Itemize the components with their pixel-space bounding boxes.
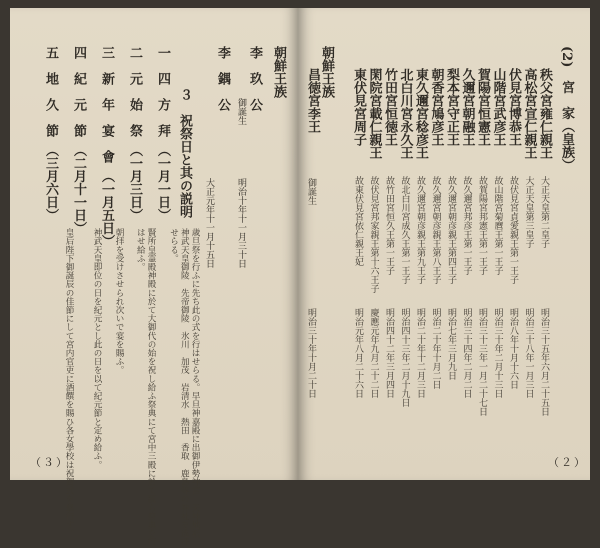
member-birth-date: 明治七年三月九日 <box>446 308 456 380</box>
member-relation: 大正天皇第三皇子 <box>523 176 534 248</box>
member-relation: 故竹田宮恒久王第一王子 <box>384 176 394 275</box>
member-relation: 故賀陽宮邦憲王第一王子 <box>477 176 487 275</box>
member-relation: 故東伏見宮依仁親王妃 <box>353 176 363 266</box>
member-name: 賀陽宮恒憲王 <box>475 68 490 146</box>
member-birth-date: 慶應元年九月二十二日 <box>368 308 379 398</box>
left-royal-role-1: 御誕生 <box>236 98 246 125</box>
korean-royal-member-role: 御誕生 <box>306 178 316 205</box>
korean-royal-member-date: 明治三十年十月二十日 <box>306 308 316 398</box>
member-birth-date: 明治三十年二月十三日 <box>492 308 503 398</box>
holiday-label-3: 三 新 年 宴 會 （一月五日） <box>99 46 114 248</box>
holiday-label-1: 一 四 方 拜 （一月一日） <box>155 46 170 222</box>
holiday-desc-4: 神武天皇即位の日を紀元とし此の日を以て紀元節と定め給ふ。 <box>92 228 102 469</box>
holiday-label-2: 二 元 始 祭 （一月三日） <box>127 46 142 222</box>
member-name: 北白川宮永久王 <box>397 68 413 159</box>
left-page-number: （３） <box>30 456 69 469</box>
right-section-heading: (2) 宮 家（皇族） <box>559 46 574 172</box>
holidays-section-heading: ３ 祝祭日と其の説明 <box>177 88 192 218</box>
korean-royal-heading: 朝鮮王族 <box>319 46 334 98</box>
right-page-number: （２） <box>548 456 587 469</box>
member-name: 久邇宮朝融王 <box>459 68 475 146</box>
member-birth-date: 明治四十三年二月十九日 <box>399 308 410 407</box>
left-royal-date-2: 大正元年十一月十五日 <box>204 178 214 268</box>
left-royal-name-1: 李 玖 公 <box>247 46 262 111</box>
member-name: 東伏見宮周子 <box>351 68 366 146</box>
member-relation: 故山階宮菊麿王第一王子 <box>492 176 503 275</box>
holiday-label-4: 四 紀 元 節 （二月十一日） <box>71 46 86 235</box>
member-relation: 故久邇宮邦彦王第一王子 <box>461 176 472 275</box>
member-name: 高松宮宣仁親王 <box>521 68 537 159</box>
member-relation: 大正天皇第二皇子 <box>539 176 549 248</box>
left-page <box>10 8 298 547</box>
member-birth-date: 明治四十二年三月四日 <box>384 308 394 398</box>
member-relation: 故伏見宮邦家親王第十六王子 <box>368 176 379 293</box>
member-relation: 故久邇宮朝彦親王第九王子 <box>415 176 425 284</box>
member-name: 山階宮武彦王 <box>490 68 506 146</box>
left-royal-date-1: 明治十年十一月三十日 <box>236 178 246 268</box>
member-relation: 故北白川宮成久王第一王子 <box>399 176 410 284</box>
member-birth-date: 明治三十三年一月二十七日 <box>477 308 487 416</box>
right-page <box>298 8 590 480</box>
member-birth-date: 明治二十年十月二日 <box>430 308 441 389</box>
member-birth-date: 明治元年八月二十六日 <box>353 308 363 398</box>
member-relation: 故久邇宮朝彦親王第四王子 <box>446 176 456 284</box>
member-name: 東久邇宮稔彦王 <box>413 68 428 159</box>
holiday-desc-3: 朝拝を受けさせられ次いで宴を賜ふ。 <box>114 228 124 375</box>
member-name: 秩父宮雍仁親王 <box>537 68 552 159</box>
left-royal-heading: 朝鮮王族 <box>271 46 286 98</box>
member-relation: 故伏見宮貞愛親王第一王子 <box>508 176 518 284</box>
member-birth-date: 明治三十五年六月二十五日 <box>539 308 549 416</box>
holiday-desc-5: 皇后陛下御誕辰の佳節にして宮内官吏に酒饌を賜ひ各女學校は祝賀式を擧行す。 <box>64 228 74 538</box>
member-birth-date: 明治二十年十二月三日 <box>415 308 425 398</box>
member-name: 朝香宮鳩彦王 <box>428 68 444 146</box>
member-birth-date: 明治三十八年一月三日 <box>523 308 534 398</box>
member-name: 梨本宮守正王 <box>444 68 459 146</box>
holiday-desc-2: 賢所皇霊殿神殿に於て大御代の始を祝し給ふ祭典にて宮中三殿に於て親ら祭典を行はせ給ふ。 <box>135 228 156 547</box>
holiday-desc-1: 歳旦祭を行ふに先ち此の式を行はせらる。早旦神嘉殿に出御伊勢神宮 天神地祇 神武天皇御陵 先帝御陵 氷川 加茂 岩清水 熱田 香取 鹿島等の神社を遙拝せらる。 <box>168 228 200 547</box>
member-birth-date: 明治八年十月十六日 <box>508 308 518 389</box>
member-name: 伏見宮博恭王 <box>506 68 521 146</box>
member-birth-date: 明治三十四年二月二日 <box>461 308 472 398</box>
left-royal-name-2: 李 鍝 公 <box>215 46 230 111</box>
holiday-label-5: 五 地 久 節 （三月六日） <box>43 46 58 222</box>
member-relation: 故久邇宮朝彦親王第八王子 <box>430 176 441 284</box>
member-name: 閑院宮載仁親王 <box>366 68 382 159</box>
member-name: 竹田宮恒徳王 <box>382 68 397 146</box>
korean-royal-member-name: 昌徳宮李王 <box>305 68 320 133</box>
